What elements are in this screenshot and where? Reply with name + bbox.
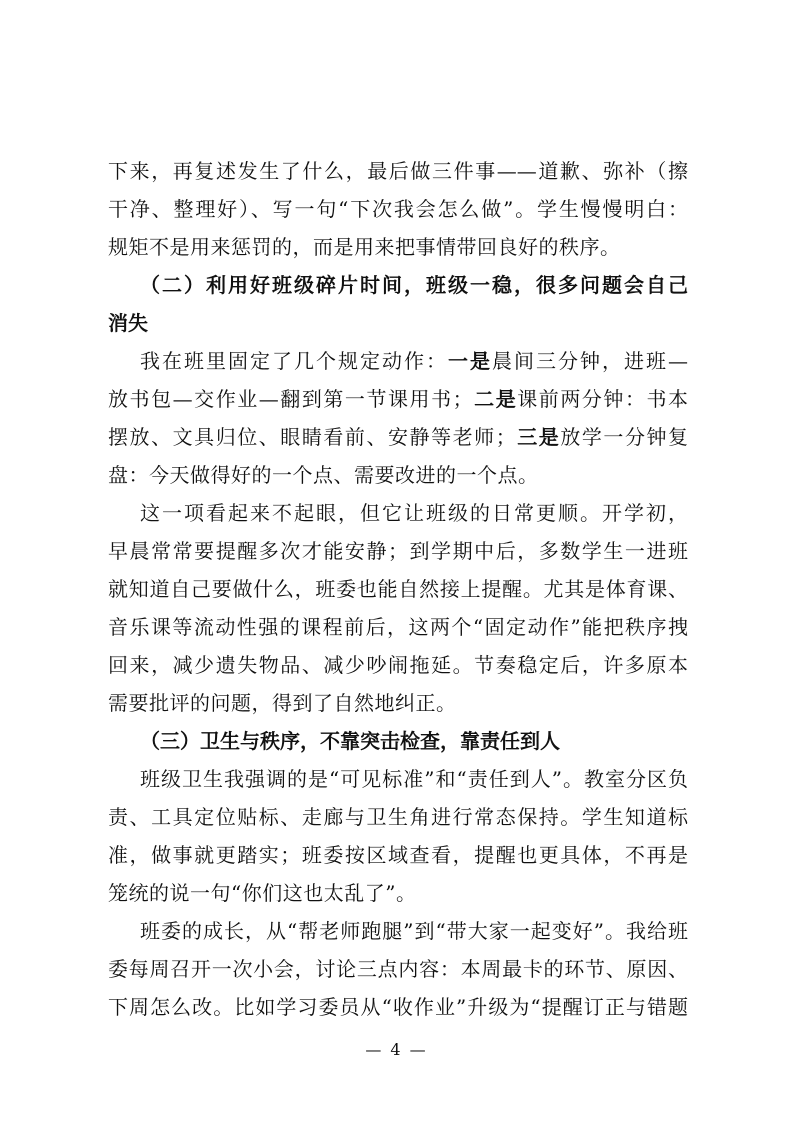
text-segment: 早晨常常要提醒多次才能安静；到学期中后，多数学生一进班 (108, 539, 688, 563)
text-segment: 笼统的说一句“你们这也太乱了”。 (108, 881, 417, 905)
text-segment: 放学一分钟复 (560, 425, 689, 449)
text-segment: 回来，减少遗失物品、减少吵闹拖延。节奏稳定后，许多原本 (108, 653, 688, 677)
text-segment: 我在班里固定了几个规定动作： (140, 349, 448, 373)
text-segment: 消失 (108, 311, 148, 335)
text-segment: 这一项看起来不起眼，但它让班级的日常更顺。开学初， (140, 501, 688, 525)
text-line (108, 988, 688, 1026)
text-line (108, 798, 688, 836)
text-line (108, 646, 688, 684)
text-segment: 委每周召开一次小会，讨论三点内容：本周最卡的环节、原因、 (108, 957, 688, 981)
text-segment: 音乐课等流动性强的课程前后，这两个“固定动作”能把秩序拽 (108, 615, 688, 639)
text-line (108, 570, 688, 608)
text-segment: 规矩不是用来惩罚的，而是用来把事情带回良好的秩序。 (108, 235, 621, 259)
text-line (140, 760, 688, 798)
text-line (108, 152, 688, 190)
text-line (108, 950, 688, 988)
text-segment: （三）卫生与秩序，不靠突击检查，靠责任到人 (140, 729, 560, 753)
text-line (108, 608, 688, 646)
text-line (108, 418, 688, 456)
text-line (108, 684, 688, 722)
text-segment: 晨间三分钟，进班— (492, 349, 688, 373)
text-line (108, 456, 688, 494)
text-segment: （二）利用好班级碎片时间，班级一稳，很多问题会自己 (140, 273, 688, 297)
text-line (140, 342, 688, 380)
text-line (108, 874, 688, 912)
text-segment: 二是 (472, 387, 518, 411)
text-line (108, 190, 688, 228)
text-segment: 下周怎么改。比如学习委员从“收作业”升级为“提醒订正与错题 (108, 995, 688, 1019)
page-number: — 4 — (365, 1040, 428, 1059)
text-line (108, 380, 688, 418)
text-line (108, 228, 688, 266)
text-segment: 三是 (515, 425, 561, 449)
text-segment: 需要批评的问题，得到了自然地纠正。 (108, 691, 457, 715)
text-segment: 放书包—交作业—翻到第一节课用书； (108, 387, 473, 411)
text-segment: 班级卫生我强调的是“可见标准”和“责任到人”。教室分区负 (140, 767, 688, 791)
text-line (140, 912, 688, 950)
text-segment: 就知道自己要做什么，班委也能自然接上提醒。尤其是体育课、 (108, 577, 688, 601)
text-line (108, 836, 688, 874)
text-segment: 课前两分钟：书本 (517, 387, 689, 411)
text-segment: 准，做事就更踏实；班委按区域查看，提醒也更具体，不再是 (108, 843, 688, 867)
text-segment: 摆放、文具归位、眼睛看前、安静等老师； (108, 425, 516, 449)
text-segment: 下来，再复述发生了什么，最后做三件事——道歉、弥补（擦 (108, 159, 688, 183)
section-heading-line (140, 722, 688, 760)
text-segment: 干净、整理好）、写一句“下次我会怎么做”。学生慢慢明白： (108, 197, 688, 221)
text-segment: 班委的成长，从“帮老师跑腿”到“带大家一起变好”。我给班 (140, 919, 688, 943)
section-heading-line (108, 304, 688, 342)
text-segment: 盘：今天做得好的一个点、需要改进的一个点。 (108, 463, 539, 487)
text-line (108, 532, 688, 570)
text-line (140, 494, 688, 532)
text-segment: 一是 (448, 349, 492, 373)
text-segment: 责、工具定位贴标、走廊与卫生角进行常态保持。学生知道标 (108, 805, 688, 829)
section-heading-line (140, 266, 688, 304)
